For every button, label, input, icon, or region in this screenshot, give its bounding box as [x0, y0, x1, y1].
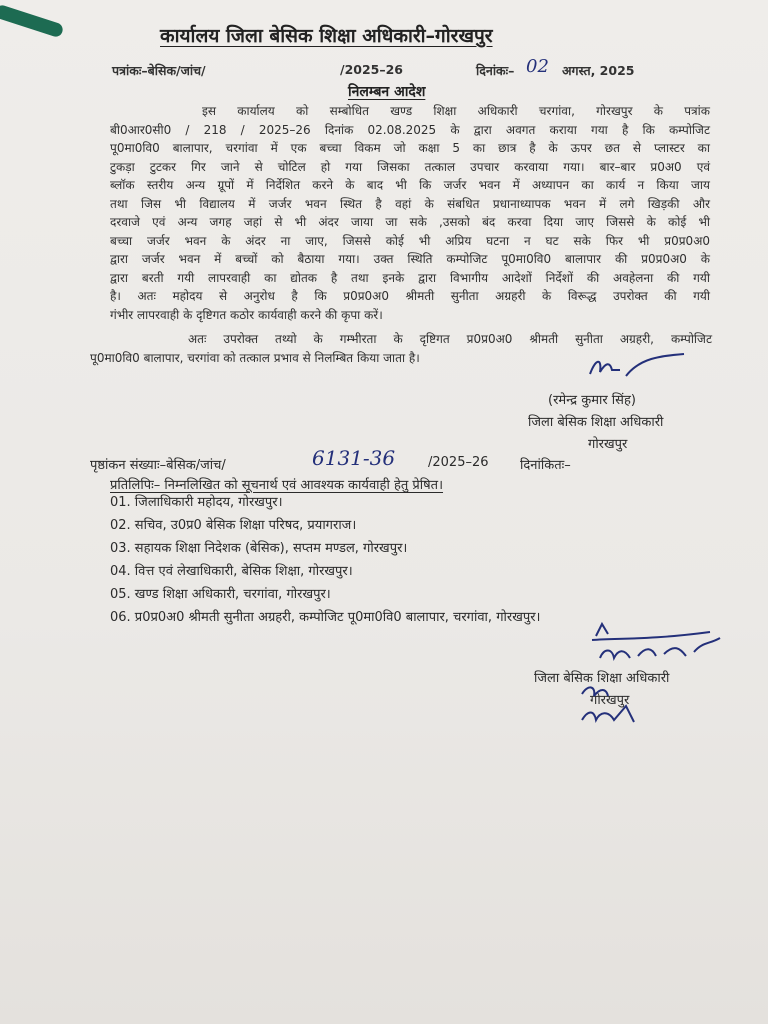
para1-line: द्वारा जर्जर भवन में बच्चों को बैठाया गया। उक्त स्थिति कम्पोजिट पू0मा0वि0 बालापार की प्र0प्र0अ0 के [110, 252, 710, 266]
bottom-signatory-designation: जिला बेसिक शिक्षा अधिकारी [534, 671, 670, 686]
file-tag-string [0, 4, 64, 39]
bottom-initials [578, 680, 658, 730]
copy-heading: प्रतिलिपिः– निम्नलिखित को सूचनार्थ एवं आवश्यक कार्यवाही हेतु प्रेषित। [110, 478, 444, 493]
recipient-item: 04. वित्त एवं लेखाधिकारी, बेसिक शिक्षा, गोरखपुर। [110, 564, 353, 579]
letter-year: /2025–26 [340, 62, 404, 77]
office-title: कार्यालय जिला बेसिक शिक्षा अधिकारी–गोरखपुर [160, 25, 493, 47]
para2-line: पू0मा0वि0 बालापार, चरगांवा को तत्काल प्रभाव से निलम्बित किया जाता है। [90, 350, 420, 365]
para1-line: दरवाजे एवं अन्य जगह जहां से भी अंदर जाया जा सके ,उसको बंद करवा दिया जाए जिससे के कोई भी [110, 215, 710, 229]
officer-signature [580, 348, 700, 388]
para1-line: द्वारा बरती गयी लापरवाही का द्योतक है तथा इनके द्वारा विभागीय आदेशों निर्देशों की अवहेलना की गयी [110, 270, 710, 285]
endorsement-number-handwritten: 6131-36 [312, 446, 396, 470]
para1-line: पू0मा0वि0 बालापार, चरगांवा में एक बच्चा विकम जो कक्षा 5 का छात्र है के ऊपर छत से प्लास्टर का [110, 141, 710, 155]
recipient-item: 06. प्र0प्र0अ0 श्रीमती सुनीता अग्रहरी, कम्पोजिट पू0मा0वि0 बालापार, चरगांवा, गोरखपुर। [110, 610, 541, 625]
recipient-item: 03. सहायक शिक्षा निदेशक (बेसिक), सप्तम मण्डल, गोरखपुर। [110, 541, 408, 556]
para1-line: बच्चा जर्जर भवन के अंदर ना जाए, जिससे कोई भी अप्रिय घटना न घट सके फिर भी प्र0प्र0अ0 [110, 233, 710, 248]
endorsement-year: /2025–26 [428, 455, 489, 470]
date-month-year: अगस्त, 2025 [562, 63, 635, 78]
letter-number: पत्रांकः–बेसिक/जांच/ [112, 63, 206, 78]
signatory-name: (रमेन्द्र कुमार सिंह) [548, 393, 636, 408]
date-handwritten: 02 [526, 56, 549, 77]
recipient-item: 01. जिलाधिकारी महोदय, गोरखपुर। [110, 495, 283, 510]
initial-date-scribble [590, 618, 730, 668]
date-label: दिनांकः– [476, 63, 515, 78]
body-paragraph-1 [110, 102, 710, 324]
bottom-signatory-place: गोरखपुर [590, 693, 630, 708]
endorsement-date-label: दिनांकितः– [520, 458, 571, 473]
recipient-item: 05. खण्ड शिक्षा अधिकारी, चरगांवा, गोरखपुर। [110, 587, 331, 602]
signatory-designation: जिला बेसिक शिक्षा अधिकारी [528, 415, 664, 430]
order-title: निलम्बन आदेश [348, 84, 426, 100]
para1-line: ब्लॉक स्तरीय अन्य ग्रूपों में निर्देशित करने के बाद भी कि जर्जर भवन में अध्यापन का कार्य न किया जाय [110, 178, 710, 192]
para1-line: इस कार्यालय को सम्बोधित खण्ड शिक्षा अधिकारी चरगांवा, गोरखपुर के पत्रांक [202, 104, 710, 118]
para2-line: अतः उपरोक्त तथ्यो के गम्भीरता के दृष्टिगत प्र0प्र0अ0 श्रीमती सुनीता अग्रहरी, कम्पोजिट [188, 332, 712, 346]
para1-line: बी0आर0सी0 / 218 / 2025–26 दिनांक 02.08.2025 के द्वारा अवगत कराया गया है कि कम्पोजिट [110, 122, 710, 137]
para1-line: तथा जिस भी विद्यालय में जर्जर भवन स्थित है वहां के संबधित प्रधानाध्यापक भवन में लगे खिड़की और [110, 196, 710, 211]
recipient-item: 02. सचिव, उ0प्र0 बेसिक शिक्षा परिषद, प्रयागराज। [110, 518, 357, 533]
signatory-place: गोरखपुर [588, 437, 628, 452]
para1-line: गंभीर लापरवाही के दृष्टिगत कठोर कार्यवाही करने की कृपा करें। [110, 307, 383, 322]
para1-line: है। अतः महोदय से अनुरोध है कि प्र0प्र0अ0 श्रीमती सुनीता अग्रहरी के विरूद्ध उपरोक्त की गयी [110, 289, 710, 303]
para1-line: टुकड़ा टुटकर गिर जाने से चोटिल हो गया जिसका तत्काल उपचार करवाया गया। बार–बार प्र0अ0 एवं [110, 159, 710, 174]
endorsement-number: पृष्ठांकन संख्याः–बेसिक/जांच/ [90, 458, 226, 473]
